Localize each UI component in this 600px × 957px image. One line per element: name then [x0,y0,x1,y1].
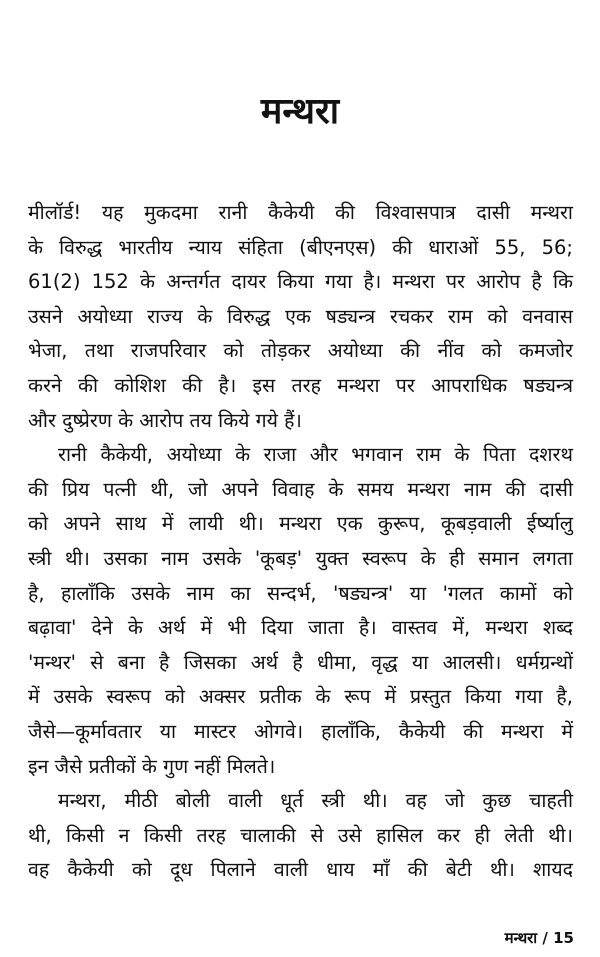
text-line: वह कैकेयी को दूध पिलाने वाली धाय माँ की बेटी थी। शायद [28,858,573,882]
text-line: की प्रिय पत्नी थी, जो अपने विवाह के समय मन्थरा नाम की दासी [28,477,573,501]
text-line: में उसके स्वरूप को अक्सर प्रतीक के रूप में प्रस्तुत किया गया है, [28,685,573,709]
text-line: थी, किसी न किसी तरह चालाकी से उसे हासिल कर ही लेती थी। [28,823,573,847]
text-line: उसने अयोध्या राज्य के विरुद्ध एक षड्यन्त्र रचकर राम को वनवास [28,304,573,328]
text-line: है, हालाँकि उसके नाम का सन्दर्भ, 'षड्यन्त्र' या 'गलत कामों को [28,581,573,605]
text-line: स्त्री थी। उसका नाम उसके 'कूबड़' युक्त स्वरूप के ही समान लगता [28,546,573,570]
text-line: मन्थरा, मीठी बोली वाली धूर्त स्त्री थी। वह जो कुछ चाहती [58,789,573,813]
text-line: जैसे—कूर्मावतार या मास्टर ओगवे। हालाँकि, कैकेयी की मन्थरा में [28,719,573,743]
text-line: 'मन्थर' से बना है जिसका अर्थ है धीमा, वृद्ध या आलसी। धर्मग्रन्थों [28,650,573,674]
text-line: के विरुद्ध भारतीय न्याय संहिता (बीएनएस) की धाराओं 55, 56; [28,235,573,259]
body-text [28,196,573,888]
text-line: इन जैसे प्रतीकों के गुण नहीं मिलते। [28,754,276,778]
text-line: करने की कोशिश की है। इस तरह मन्थरा पर आपराधिक षड्यन्त्र [28,373,573,397]
text-line: 61(2) 152 के अन्तर्गत दायर किया गया है। मन्थरा पर आरोप है कि [28,270,573,294]
text-line: भेजा, तथा राजपरिवार को तोड़कर अयोध्या की नींव को कमजोर [28,339,573,363]
text-line: रानी कैकेयी, अयोध्या के राजा और भगवान राम के पिता दशरथ [58,443,573,467]
chapter-title: मन्थरा [260,91,340,132]
page-footer-running-head: मन्थरा / 15 [504,929,574,947]
text-line: को अपने साथ में लायी थी। मन्थरा एक कुरूप, कूबड़वाली ईर्ष्यालु [28,512,573,536]
text-line: बढ़ावा' देने के अर्थ में भी दिया जाता है। वास्तव में, मन्थरा शब्द [28,616,573,640]
text-line: मीलॉर्ड! यह मुकदमा रानी कैकेयी की विश्वासपात्र दासी मन्थरा [28,201,573,224]
text-line: और दुष्प्रेरण के आरोप तय किये गये हैं। [28,408,302,432]
